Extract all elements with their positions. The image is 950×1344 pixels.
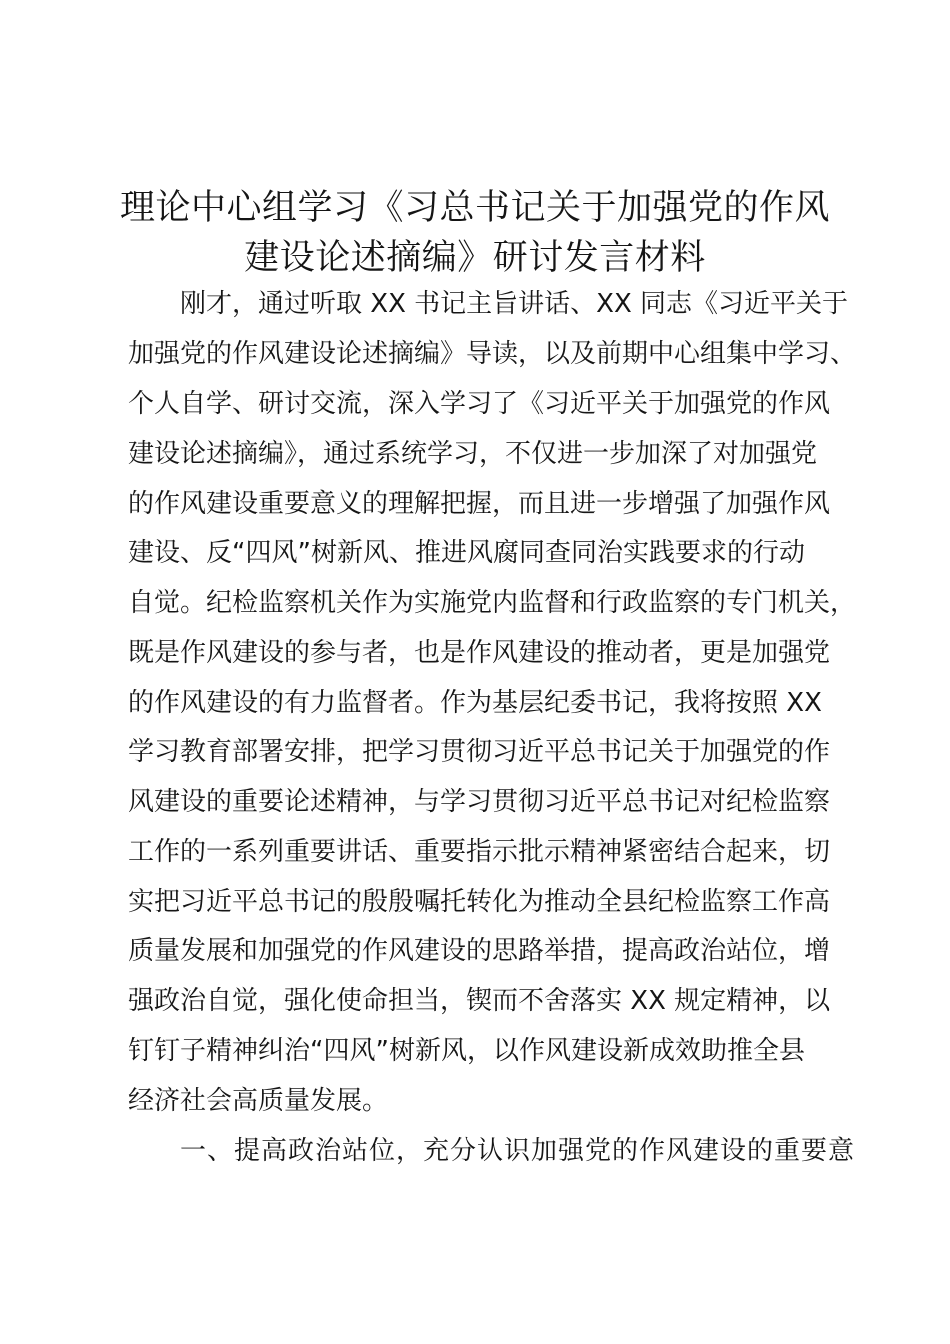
paragraph-line: 的作风建设重要意义的理解把握，而且进一步增强了加强作风: [128, 489, 831, 519]
paragraph-line: 的作风建设的有力监督者。作为基层纪委书记，我将按照 XX: [128, 688, 822, 718]
paragraph-line: 既是作风建设的参与者，也是作风建设的推动者，更是加强党: [128, 638, 831, 668]
paragraph-line: 学习教育部署安排，把学习贯彻习近平总书记关于加强党的作: [128, 737, 831, 767]
paragraph-line: 加强党的作风建设论述摘编》导读，以及前期中心组集中学习、: [128, 339, 857, 369]
paragraph-line: 钉钉子精神纠治“四风”树新风，以作风建设新成效助推全县: [128, 1036, 805, 1066]
document-title-line-1: 理论中心组学习《习总书记关于加强党的作风: [119, 188, 830, 228]
section-heading: 一、提高政治站位，充分认识加强党的作风建设的重要意: [180, 1136, 856, 1166]
paragraph-line: 风建设的重要论述精神，与学习贯彻习近平总书记对纪检监察: [128, 787, 831, 817]
paragraph-line: 建设论述摘编》，通过系统学习，不仅进一步加深了对加强党: [128, 439, 818, 469]
paragraph-line: 实把习近平总书记的殷殷嘱托转化为推动全县纪检监察工作高: [128, 887, 831, 917]
paragraph-line: 经济社会高质量发展。: [128, 1086, 389, 1116]
paragraph-line: 建设、反“四风”树新风、推进风腐同查同治实践要求的行动: [128, 538, 805, 568]
paragraph-line: 刚才，通过听取 XX 书记主旨讲话、XX 同志《习近平关于: [180, 289, 849, 319]
paragraph-line: 工作的一系列重要讲话、重要指示批示精神紧密结合起来，切: [128, 837, 831, 867]
paragraph-line: 强政治自觉，强化使命担当，锲而不舍落实 XX 规定精神，以: [128, 986, 831, 1016]
paragraph-line: 自觉。纪检监察机关作为实施党内监督和行政监察的专门机关，: [128, 588, 857, 618]
document-title-line-2: 建设论述摘编》研讨发言材料: [244, 238, 706, 278]
paragraph-line: 质量发展和加强党的作风建设的思路举措，提高政治站位，增: [128, 936, 831, 966]
paragraph-line: 个人自学、研讨交流，深入学习了《习近平关于加强党的作风: [128, 389, 831, 419]
